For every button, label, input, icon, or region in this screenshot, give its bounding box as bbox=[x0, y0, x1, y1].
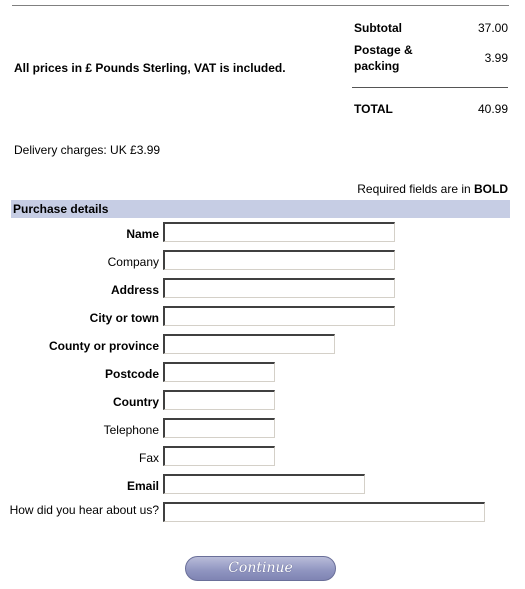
postage-value: 3.99 bbox=[484, 51, 508, 65]
county-input[interactable] bbox=[163, 334, 335, 354]
name-label: Name bbox=[126, 227, 159, 241]
continue-button[interactable]: Continue bbox=[185, 556, 336, 581]
total-label: TOTAL bbox=[354, 102, 393, 116]
fax-label: Fax bbox=[138, 451, 159, 465]
address-input[interactable] bbox=[163, 278, 395, 298]
subtotal-value: 37.00 bbox=[477, 21, 508, 35]
county-label: County or province bbox=[48, 339, 159, 353]
delivery-charges: Delivery charges: UK £3.99 bbox=[14, 143, 161, 157]
telephone-input[interactable] bbox=[163, 418, 275, 438]
required-note-bold: BOLD bbox=[474, 182, 508, 196]
postage-label bbox=[354, 42, 413, 74]
company-input[interactable] bbox=[163, 250, 395, 270]
fax-input[interactable] bbox=[163, 446, 275, 466]
top-divider bbox=[12, 5, 509, 6]
subtotal-label: Subtotal bbox=[354, 21, 402, 35]
address-label: Address bbox=[110, 283, 159, 297]
postage-label-line1: Postage & bbox=[354, 43, 413, 57]
company-label: Company bbox=[107, 255, 159, 269]
total-value: 40.99 bbox=[477, 102, 508, 116]
telephone-label: Telephone bbox=[103, 423, 159, 437]
city-input[interactable] bbox=[163, 306, 395, 326]
postcode-input[interactable] bbox=[163, 362, 275, 382]
total-divider bbox=[352, 87, 508, 88]
required-note bbox=[357, 182, 508, 196]
country-input[interactable] bbox=[163, 390, 275, 410]
prices-note: All prices in £ Pounds Sterling, VAT is included. bbox=[14, 61, 286, 75]
heard-about-input[interactable] bbox=[163, 502, 485, 522]
email-input[interactable] bbox=[163, 474, 365, 494]
email-label: Email bbox=[126, 479, 159, 493]
heard-about-label: How did you hear about us? bbox=[9, 503, 159, 517]
postage-label-line2: packing bbox=[354, 59, 400, 73]
required-note-prefix: Required fields are in bbox=[357, 182, 474, 196]
section-title: Purchase details bbox=[11, 200, 510, 218]
name-input[interactable] bbox=[163, 222, 395, 242]
country-label: Country bbox=[113, 395, 159, 409]
city-label: City or town bbox=[89, 311, 159, 325]
postcode-label: Postcode bbox=[104, 367, 159, 381]
